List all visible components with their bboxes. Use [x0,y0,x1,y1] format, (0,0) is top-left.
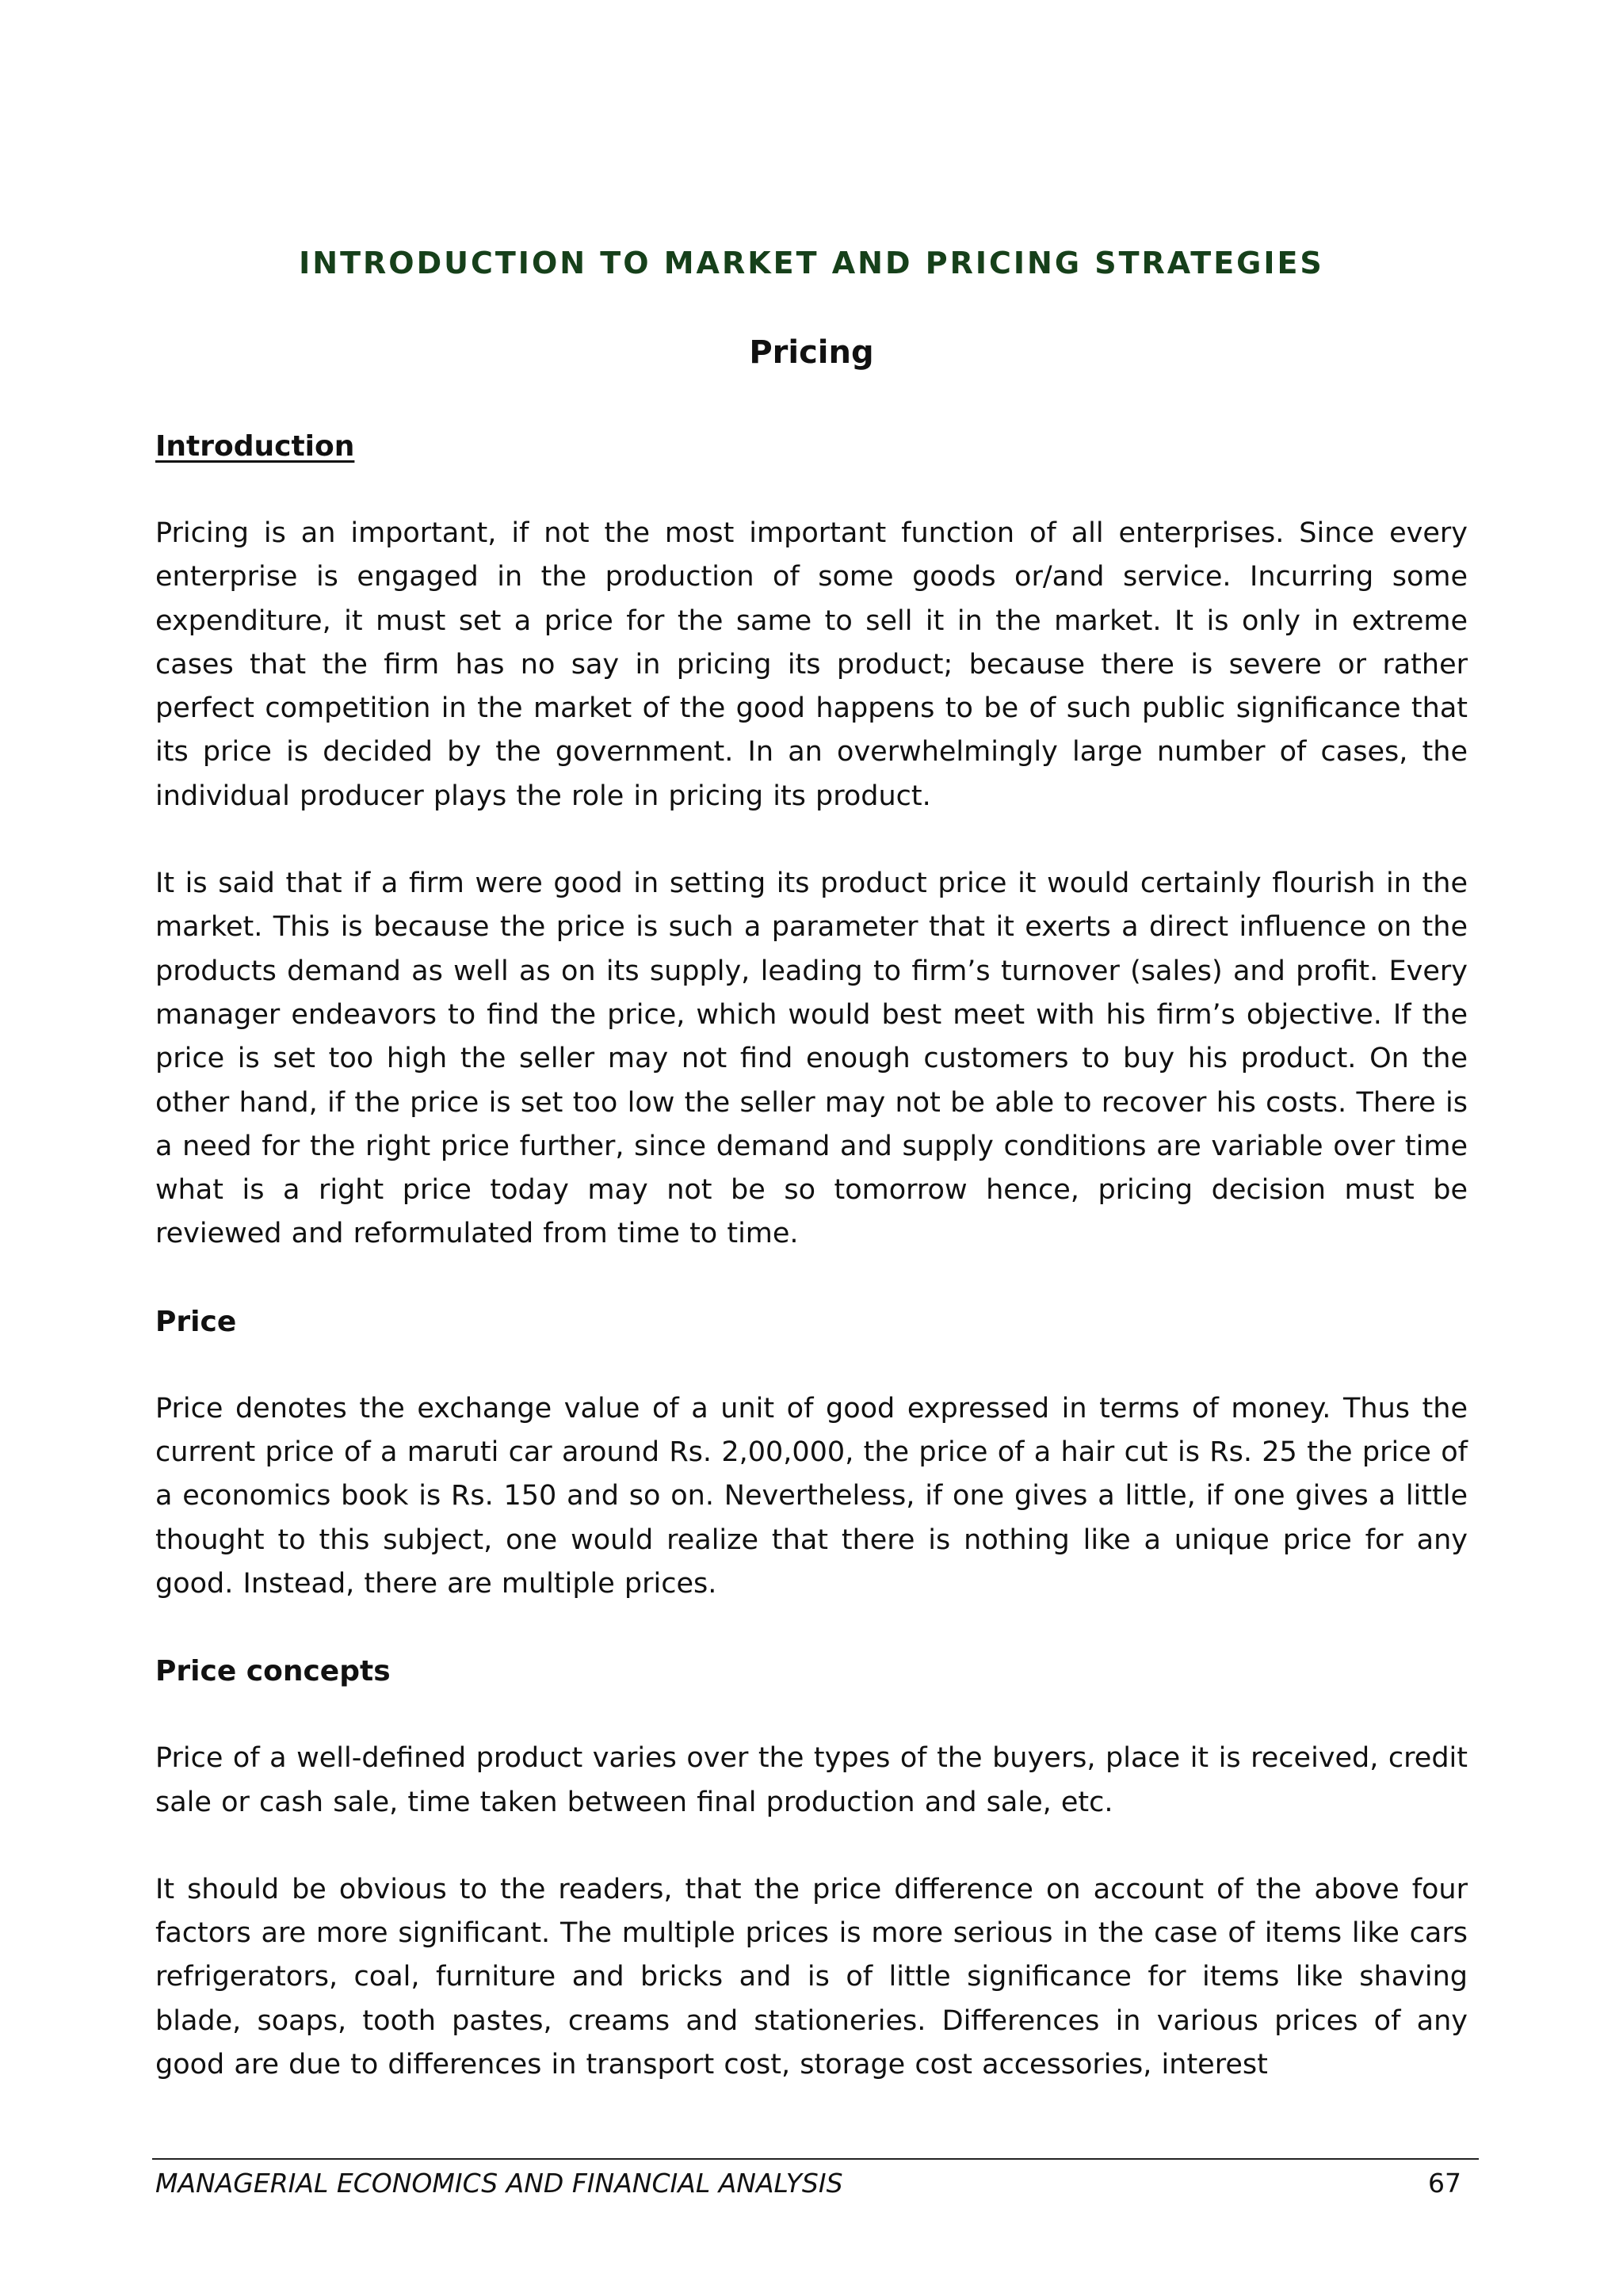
price-concepts-paragraph-2: It should be obvious to the readers, that the price difference on account of the above four factors are more significant. The multiple prices is more serious in the case of items like cars refrigerators, coal, furniture and bricks and is of little significance for items like shaving blade, soaps, tooth pastes, creams and stationeries. Differences in various prices of any good are due to differences in transport cost, storage cost accessories, interest [155,1873,1468,2081]
price-paragraph: Price denotes the exchange value of a unit of good expressed in terms of money. Thus the current price of a maruti car around Rs. 2,00,000, the price of a hair cut is Rs. 25 the price of a economics book is Rs. 150 and so on. Nevertheless, if one gives a little, if one gives a little thought to this subject, one would realize that there is nothing like a unique price for any good. Instead, there are multiple prices. [155,1392,1468,1600]
introduction-paragraph-1: Pricing is an important, if not the most important function of all enterprises. Since every enterprise is engaged in the production of some goods or/and service. Incurring some expenditure, it must set a price for the same to sell it in the market. It is only in extreme cases that the firm has no say in pricing its product; because there is severe or rather perfect competition in the market of the good happens to be of such public significance that its price is decided by the government. In an overwhelmingly large number of cases, the individual producer plays the role in pricing its product. [155,517,1468,812]
introduction-heading: Introduction [155,430,355,463]
footer-page-number: 67 [1428,2168,1461,2199]
section-title: Pricing [749,334,874,371]
chapter-title: INTRODUCTION TO MARKET AND PRICING STRATEGIES [299,246,1324,280]
introduction-paragraph-2: It is said that if a firm were good in setting its product price it would certainly flourish in the market. This is because the price is such a parameter that it exerts a direct influence on the products demand as well as on its supply, leading to firm’s turnover (sales) and profit. Every manager endeavors to find the price, which would best meet with his firm’s objective. If the price is set too high the seller may not find enough customers to buy his product. On the other hand, if the price is set too low the seller may not be able to recover his costs. There is a need for the right price further, since demand and supply conditions are variable over time what is a right price today may not be so tomorrow hence, pricing decision must be reviewed and reformulated from time to time. [155,868,1468,1250]
footer-divider [152,2158,1479,2160]
footer-book-title: MANAGERIAL ECONOMICS AND FINANCIAL ANALYSIS [155,2168,843,2199]
price-concepts-heading: Price concepts [155,1655,391,1688]
page-body [155,425,1468,2130]
price-concepts-paragraph-1: Price of a well-defined product varies over the types of the buyers, place it is received, credit sale or cash sale, time taken between final production and sale, etc. [155,1742,1468,1818]
price-heading: Price [155,1305,237,1338]
